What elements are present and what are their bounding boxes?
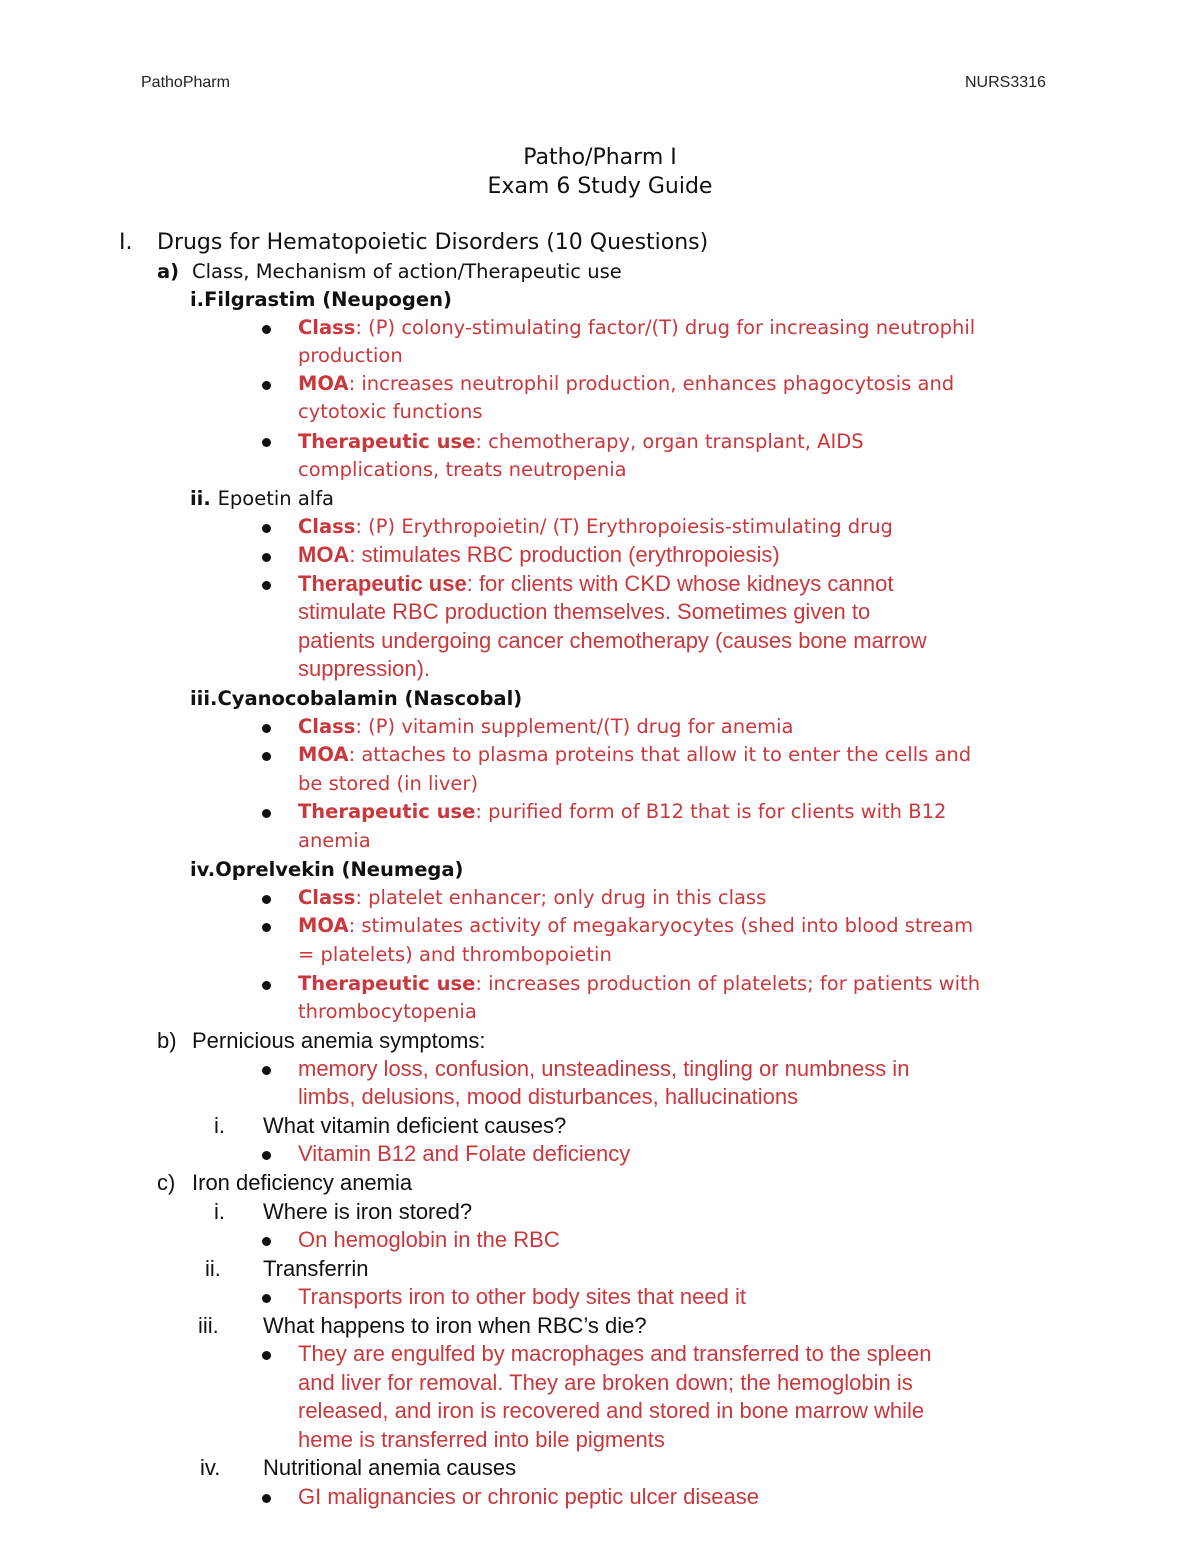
item-a-marker: a) (157, 260, 180, 283)
cyano-moa (298, 741, 971, 769)
bullet-icon (262, 438, 271, 447)
oprel-use (298, 970, 980, 998)
drug-oprelvekin-heading (190, 856, 463, 884)
label-class: Class (298, 316, 356, 339)
use-text: : for clients with CKD whose kidneys cannot (466, 571, 894, 596)
c-i-marker: i. (214, 1199, 225, 1224)
label-class: Class (298, 886, 356, 909)
item-c (157, 1169, 413, 1197)
bullet-icon (262, 1351, 271, 1360)
label-use: Therapeutic use (298, 430, 476, 453)
bullet-icon (262, 1151, 271, 1160)
c-i-question: Where is iron stored? (263, 1199, 473, 1224)
filgrastim-use-cont: complications, treats neutropenia (298, 458, 627, 481)
bullet-icon (262, 809, 271, 818)
drug-marker: i. (190, 288, 205, 311)
filgrastim-use (298, 428, 864, 456)
use-text: : purified form of B12 that is for clients with B12 (475, 800, 947, 823)
cyano-class (298, 713, 793, 741)
filgrastim-class-cont: production (298, 344, 403, 367)
bullet-icon (262, 981, 271, 990)
c-iii-answer-cont: and liver for removal. They are broken down; the hemoglobin is (298, 1370, 913, 1395)
bullet-icon (262, 325, 271, 334)
label-use: Therapeutic use (298, 571, 467, 596)
c-iii-question: What happens to iron when RBC’s die? (263, 1313, 647, 1338)
header-left: PathoPharm (141, 74, 230, 91)
moa-text: : attaches to plasma proteins that allow it to enter the cells and (348, 743, 972, 766)
c-question-iii (198, 1312, 647, 1340)
label-moa: MOA (298, 914, 349, 937)
bullet-icon (262, 524, 271, 533)
c-iii-answer: They are engulfed by macrophages and transferred to the spleen (298, 1341, 932, 1366)
item-c-marker: c) (157, 1170, 176, 1195)
c-iv-question: Nutritional anemia causes (263, 1455, 517, 1480)
oprel-moa-cont: = platelets) and thrombopoietin (298, 943, 612, 966)
label-moa: MOA (298, 372, 349, 395)
b-question-i (214, 1112, 567, 1140)
drug-name: Cyanocobalamin (Nascobal) (217, 687, 523, 710)
section-title: Drugs for Hematopoietic Disorders (10 Questions) (157, 230, 709, 255)
item-b (157, 1027, 486, 1055)
class-text: : platelet enhancer; only drug in this class (355, 886, 767, 909)
label-use: Therapeutic use (298, 800, 476, 823)
c-iii-answer-cont: heme is transferred into bile pigments (298, 1427, 665, 1452)
bullet-icon (262, 1294, 271, 1303)
item-b-marker: b) (157, 1028, 177, 1053)
label-class: Class (298, 515, 356, 538)
epoetin-moa (298, 541, 780, 569)
item-b-text: Pernicious anemia symptoms: (192, 1028, 486, 1053)
cyano-moa-cont: be stored (in liver) (298, 772, 479, 795)
moa-text: : increases neutrophil production, enhances phagocytosis and (348, 372, 955, 395)
title-line-1: Patho/Pharm I (523, 145, 677, 170)
pernicious-symptoms: memory loss, confusion, unsteadiness, tingling or numbness in (298, 1056, 910, 1081)
bullet-icon (262, 581, 271, 590)
bullet-icon (262, 1494, 271, 1503)
bullet-icon (262, 923, 271, 932)
drug-epoetin-heading (190, 485, 334, 513)
bullet-icon (262, 752, 271, 761)
cyano-use (298, 798, 946, 826)
header-right: NURS3316 (965, 74, 1046, 91)
drug-name: Filgrastim (Neupogen) (204, 288, 452, 311)
bullet-icon (262, 895, 271, 904)
moa-text: : stimulates RBC production (erythropoiesis) (349, 542, 780, 567)
class-text: : (P) colony-stimulating factor/(T) drug for increasing neutrophil (355, 316, 976, 339)
filgrastim-moa (298, 370, 954, 398)
moa-text: : stimulates activity of megakaryocytes (shed into blood stream (348, 914, 974, 937)
b-i-marker: i. (214, 1113, 225, 1138)
use-text: : increases production of platelets; for patients with (475, 972, 981, 995)
item-c-text: Iron deficiency anemia (192, 1170, 413, 1195)
class-text: : (P) Erythropoietin/ (T) Erythropoiesis-stimulating drug (355, 515, 893, 538)
c-iii-answer-cont: released, and iron is recovered and stored in bone marrow while (298, 1398, 925, 1423)
oprel-class (298, 884, 766, 912)
bullet-icon (262, 724, 271, 733)
c-question-i (214, 1198, 473, 1226)
cyano-use-cont: anemia (298, 829, 371, 852)
drug-cyanocobalamin-heading (190, 685, 522, 713)
c-iv-marker: iv. (200, 1455, 221, 1480)
c-ii-marker: ii. (205, 1256, 221, 1281)
drug-filgrastim-heading (190, 286, 452, 314)
bullet-icon (262, 553, 271, 562)
item-a (157, 258, 622, 286)
label-moa: MOA (298, 542, 350, 567)
drug-marker: iii. (190, 687, 218, 710)
pernicious-symptoms-cont: limbs, delusions, mood disturbances, hallucinations (298, 1084, 799, 1109)
epoetin-use-cont: patients undergoing cancer chemotherapy (causes bone marrow (298, 628, 927, 653)
c-question-ii (205, 1255, 369, 1283)
c-question-iv (200, 1454, 517, 1482)
label-moa: MOA (298, 743, 349, 766)
drug-name: Oprelvekin (Neumega) (215, 858, 464, 881)
bullet-icon (262, 1237, 271, 1246)
title-line-2: Exam 6 Study Guide (487, 174, 713, 199)
item-a-text: Class, Mechanism of action/Therapeutic use (192, 260, 622, 283)
label-use: Therapeutic use (298, 972, 476, 995)
c-iv-answer: GI malignancies or chronic peptic ulcer disease (298, 1484, 760, 1509)
section-number: I. (119, 230, 133, 255)
b-i-answer: Vitamin B12 and Folate deficiency (298, 1141, 631, 1166)
bullet-icon (262, 381, 271, 390)
oprel-use-cont: thrombocytopenia (298, 1000, 477, 1023)
epoetin-use (298, 570, 893, 598)
use-text: : chemotherapy, organ transplant, AIDS (475, 430, 864, 453)
class-text: : (P) vitamin supplement/(T) drug for anemia (355, 715, 794, 738)
filgrastim-moa-cont: cytotoxic functions (298, 400, 483, 423)
epoetin-class (298, 513, 893, 541)
drug-name: Epoetin alfa (217, 487, 335, 510)
oprel-moa (298, 912, 973, 940)
epoetin-use-cont: stimulate RBC production themselves. Sometimes given to (298, 599, 871, 624)
drug-marker: ii. (190, 487, 211, 510)
label-class: Class (298, 715, 356, 738)
bullet-icon (262, 1066, 271, 1075)
c-i-answer: On hemoglobin in the RBC (298, 1227, 560, 1252)
c-ii-question: Transferrin (263, 1256, 369, 1281)
drug-marker: iv. (190, 858, 216, 881)
c-ii-answer: Transports iron to other body sites that need it (298, 1284, 746, 1309)
epoetin-use-cont: suppression). (298, 656, 431, 681)
c-iii-marker: iii. (198, 1313, 219, 1338)
section-heading (119, 229, 709, 257)
filgrastim-class (298, 314, 975, 342)
b-i-question: What vitamin deficient causes? (263, 1113, 567, 1138)
